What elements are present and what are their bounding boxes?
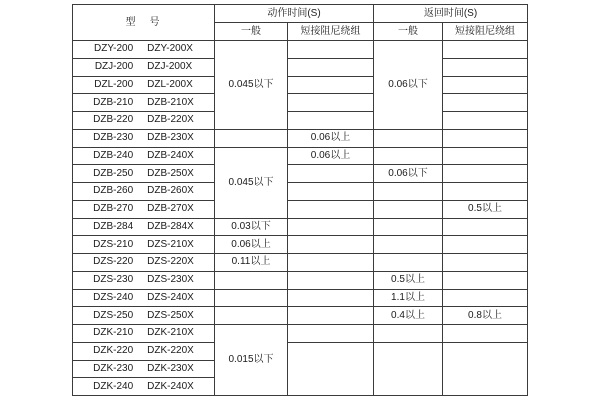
model-name: DZK-220X (147, 345, 194, 357)
table-row (73, 218, 528, 236)
model-name: DZB-220X (147, 114, 194, 126)
model-cell (73, 289, 215, 307)
model-name: DZJ-200 (94, 61, 134, 73)
return_general-cell (374, 218, 443, 236)
return_short-cell (443, 165, 528, 183)
action_short-cell: 0.06以上 (288, 129, 374, 147)
return_short-cell (443, 342, 528, 395)
return_short-cell (443, 41, 528, 59)
model-name: DZS-230X (147, 274, 194, 286)
return_short-cell (443, 236, 528, 254)
action_short-cell (288, 289, 374, 307)
model-cell (73, 218, 215, 236)
model-name: DZS-250X (147, 309, 194, 321)
return_short-cell (443, 254, 528, 272)
model-name: DZK-240 (93, 380, 134, 392)
return_general-cell: 0.5以上 (374, 271, 443, 289)
model-cell (73, 236, 215, 254)
model-name: DZS-220X (147, 256, 194, 268)
model-cell (73, 41, 215, 59)
model-name: DZY-200X (147, 43, 193, 55)
action_short-cell (288, 165, 374, 183)
table-body (73, 41, 528, 396)
model-name: DZB-210 (93, 96, 134, 108)
return_short-cell (443, 183, 528, 201)
table-row (73, 254, 528, 272)
table-row (73, 58, 528, 76)
relay-spec-table (72, 4, 528, 396)
return_short-cell (443, 147, 528, 165)
return_general-cell: 1.1以上 (374, 289, 443, 307)
return_short-cell (443, 271, 528, 289)
model-name: DZB-220 (93, 114, 134, 126)
model-cell (73, 112, 215, 130)
return_short-cell (443, 112, 528, 130)
return_general-cell: 0.06以下 (374, 165, 443, 183)
table-row (73, 41, 528, 59)
table-row (73, 94, 528, 112)
table-row (73, 76, 528, 94)
header-row-groups (73, 5, 528, 23)
model-name: DZK-230 (93, 362, 134, 374)
model-cell (73, 147, 215, 165)
action_general-cell (215, 289, 288, 307)
model-cell (73, 378, 215, 396)
model-cell (73, 342, 215, 360)
model-name: DZS-240X (147, 291, 194, 303)
model-name: DZL-200 (94, 78, 134, 90)
return_short-cell (443, 129, 528, 147)
table-row (73, 325, 528, 343)
header-return-time: 返回时间(S) (374, 5, 528, 23)
model-name: DZS-210X (147, 238, 194, 250)
model-name: DZB-284 (93, 220, 134, 232)
return_short-cell: 0.8以上 (443, 307, 528, 325)
table-row (73, 307, 528, 325)
action_short-cell (288, 236, 374, 254)
action_short-cell (288, 342, 374, 395)
table-row (73, 183, 528, 201)
model-name: DZB-240X (147, 149, 194, 161)
action_general-cell: 0.045以下 (215, 41, 288, 130)
model-name: DZB-260X (147, 185, 194, 197)
model-cell (73, 165, 215, 183)
return_general-cell (374, 342, 443, 395)
action_short-cell (288, 325, 374, 343)
model-cell (73, 200, 215, 218)
model-cell (73, 129, 215, 147)
model-name: DZK-210X (147, 327, 194, 339)
action_general-cell (215, 307, 288, 325)
relay-spec-table-wrap (72, 4, 528, 396)
return_general-cell (374, 200, 443, 218)
header-return-general: 一般 (374, 23, 443, 41)
table-row (73, 236, 528, 254)
model-name: DZK-210 (93, 327, 134, 339)
table-row (73, 200, 528, 218)
model-name: DZS-230 (93, 274, 134, 286)
action_general-cell: 0.045以下 (215, 147, 288, 218)
action_general-cell (215, 271, 288, 289)
model-name: DZS-220 (93, 256, 134, 268)
header-return-short-damping: 短接阻尼绕组 (443, 23, 528, 41)
header-action-general: 一般 (215, 23, 288, 41)
model-cell (73, 183, 215, 201)
return_short-cell (443, 94, 528, 112)
table-header (73, 5, 528, 41)
return_general-cell (374, 236, 443, 254)
action_general-cell: 0.06以上 (215, 236, 288, 254)
return_short-cell (443, 76, 528, 94)
action_short-cell (288, 94, 374, 112)
action_short-cell (288, 76, 374, 94)
action_short-cell (288, 200, 374, 218)
model-cell (73, 76, 215, 94)
model-name: DZB-230 (93, 132, 134, 144)
model-name: DZL-200X (147, 78, 193, 90)
model-name: DZY-200 (94, 43, 134, 55)
action_short-cell (288, 58, 374, 76)
model-name: DZB-210X (147, 96, 194, 108)
model-name: DZK-220 (93, 345, 134, 357)
return_short-cell (443, 325, 528, 343)
model-name: DZB-270 (93, 203, 134, 215)
model-name: DZB-250 (93, 167, 134, 179)
return_general-cell (374, 254, 443, 272)
model-name: DZK-240X (147, 380, 194, 392)
return_general-cell: 0.4以上 (374, 307, 443, 325)
model-name: DZB-284X (147, 220, 194, 232)
table-row (73, 165, 528, 183)
return_short-cell: 0.5以上 (443, 200, 528, 218)
model-cell (73, 307, 215, 325)
return_general-cell (374, 129, 443, 147)
return_general-cell (374, 183, 443, 201)
model-name: DZB-260 (93, 185, 134, 197)
action_short-cell: 0.06以上 (288, 147, 374, 165)
model-name: DZJ-200X (147, 61, 193, 73)
action_short-cell (288, 307, 374, 325)
header-action-time: 动作时间(S) (215, 5, 374, 23)
model-cell (73, 94, 215, 112)
action_short-cell (288, 254, 374, 272)
action_short-cell (288, 183, 374, 201)
model-name: DZB-250X (147, 167, 194, 179)
header-model: 型 号 (73, 5, 215, 41)
return_general-cell: 0.06以下 (374, 41, 443, 130)
model-name: DZS-250 (93, 309, 134, 321)
table-row (73, 342, 528, 360)
model-name: DZB-230X (147, 132, 194, 144)
return_general-cell (374, 325, 443, 343)
model-name: DZK-230X (147, 362, 194, 374)
table-row (73, 112, 528, 130)
return_short-cell (443, 289, 528, 307)
model-cell (73, 58, 215, 76)
model-cell (73, 360, 215, 378)
model-cell (73, 325, 215, 343)
return_short-cell (443, 218, 528, 236)
return_short-cell (443, 58, 528, 76)
model-name: DZS-210 (93, 238, 134, 250)
model-cell (73, 254, 215, 272)
model-cell (73, 271, 215, 289)
table-row (73, 271, 528, 289)
model-name: DZS-240 (93, 291, 134, 303)
action_short-cell (288, 271, 374, 289)
action_general-cell: 0.03以下 (215, 218, 288, 236)
model-name: DZB-240 (93, 149, 134, 161)
action_general-cell: 0.015以下 (215, 325, 288, 396)
action_general-cell: 0.11以上 (215, 254, 288, 272)
action_short-cell (288, 218, 374, 236)
action_general-cell (215, 129, 288, 147)
table-row (73, 129, 528, 147)
action_short-cell (288, 112, 374, 130)
return_general-cell (374, 147, 443, 165)
table-row (73, 289, 528, 307)
header-action-short-damping: 短接阻尼绕组 (288, 23, 374, 41)
model-name: DZB-270X (147, 203, 194, 215)
action_short-cell (288, 41, 374, 59)
table-row (73, 147, 528, 165)
